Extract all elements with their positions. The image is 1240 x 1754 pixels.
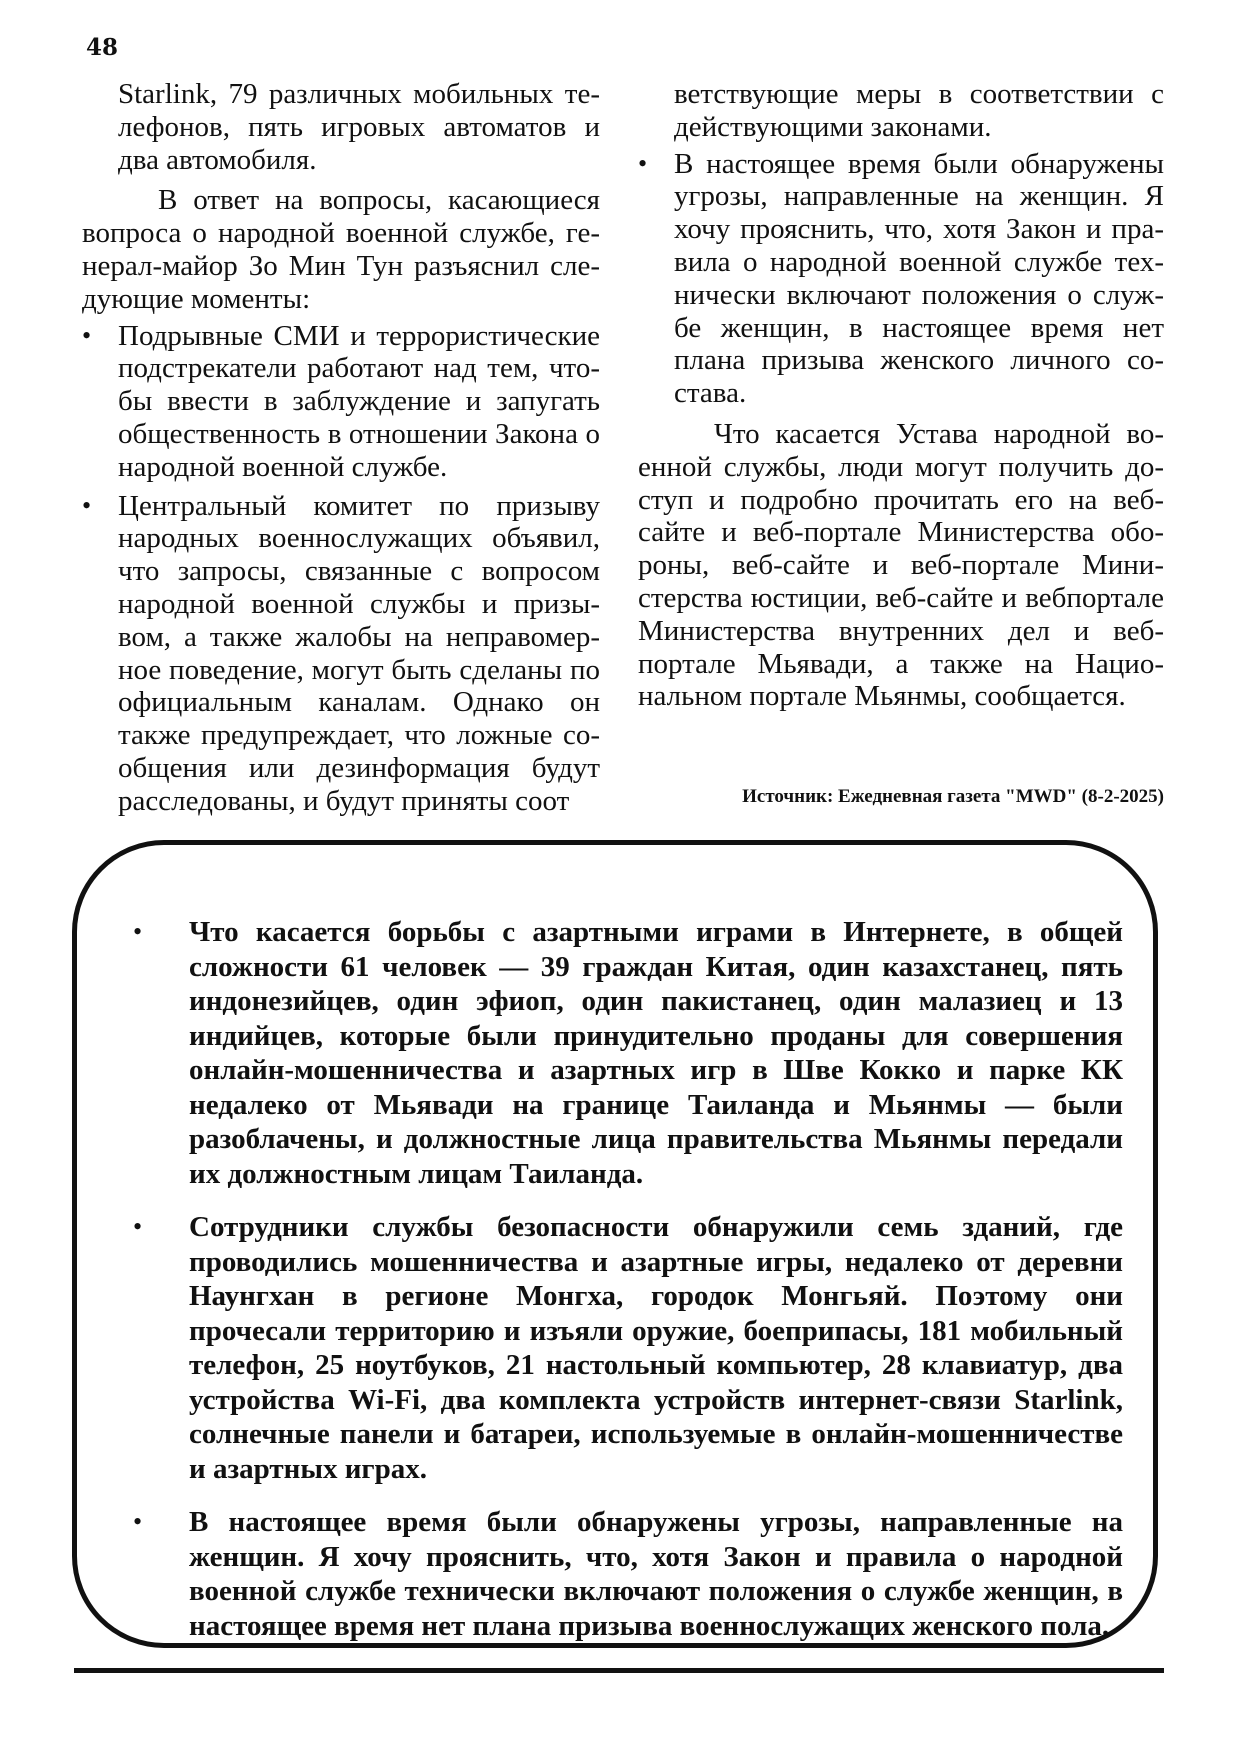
callout-bullet-item: • Что касается борьбы с азартными играми в Интернете, в общей сложности 61 человек — 39 граждан Китая, один казахстанец, пять индонезийцев, один эфиоп, один пакистанец, один малазиец и 13 индийцев, которые были принудительно проданы для совершения онлайн-мошенничества и азартных игр в Шве Кокко и парке КК недалеко от Мьявади на границе Таиланда и Мьянмы — были разоблачены, и должностные лица правительства Мьянмы передали их должностным лицам Таиланда. (113, 915, 1123, 1191)
left-intro-continuation: Starlink, 79 различных мобильных телефонов, пять игровых автоматов и два автомобиля. (118, 78, 600, 176)
source-citation: Источник: Ежедневная газета "MWD" (8-2-2025) (742, 786, 1164, 807)
callout-box (72, 840, 1158, 1648)
left-bullet-item: • Центральный комитет по призыву народных военнослужащих объявил, что запросы, связанные с вопросом народной военной службы и призывом, а также жалобы на неправомерное поведение, могут быть сделаны по официальным каналам. Однако он также предупреждает, что ложные сообщения или дезинформация будут расследованы, и будут приняты соот (82, 490, 600, 818)
left-bullet-list (82, 320, 600, 818)
right-column (638, 78, 1164, 713)
callout-bullet-list (113, 915, 1123, 1643)
left-column (82, 78, 600, 824)
page-number: 48 (86, 34, 119, 61)
left-bullet-item: • Подрывные СМИ и террористические подстрекатели работают над тем, чтобы ввести в заблуждение и запугать общественность в отношении Закона о народной военной службе. (82, 320, 600, 484)
callout-bullet-item: • Сотрудники службы безопасности обнаружили семь зданий, где проводились мошенничества и азартные игры, недалеко от деревни Наунгхан в регионе Монгха, городок Монгьяй. Поэтому они прочесали территорию и изъяли оружие, боеприпасы, 181 мобильный телефон, 25 ноутбуков, 21 настольный компьютер, 28 клавиатур, два устройства Wi-Fi, два комплекта устройств интернет-связи Starlink, солнечные панели и батареи, используемые в онлайн-мошенничестве и азартных играх. (113, 1210, 1123, 1486)
left-paragraph: В ответ на вопросы, касающиеся вопроса о народной военной службе, генерал-майор Зо Мин Тун разъяснил следующие моменты: (82, 184, 600, 315)
right-continuation: ветствующие меры в соответствии с действующими законами. (674, 78, 1164, 143)
bottom-rule (74, 1668, 1164, 1673)
callout-bullet-item: • В настоящее время были обнаружены угрозы, направленные на женщин. Я хочу прояснить, что, хотя Закон и правила о народной военной службе технически включают положения о службе женщин, в настоящее время нет плана призыва военнослужащих женского пола. (113, 1505, 1123, 1643)
right-bullet-item: • В настоящее время были обнаружены угрозы, направленные на женщин. Я хочу прояснить, что, хотя Закон и правила о народной военной службе технически включают положения о службе женщин, в настоящее время нет плана призыва женского личного состава. (638, 148, 1164, 410)
right-bullet-list (638, 148, 1164, 410)
right-paragraph: Что касается Устава народной военной службы, люди могут получить доступ и подробно прочитать его на вебсайте и веб-портале Министерства обороны, веб-сайте и веб-портале Министерства юстиции, веб-сайте и вебпортале Министерства внутренних дел и веб-портале Мьявади, а также на Национальном портале Мьянмы, сообщается. (638, 417, 1164, 713)
